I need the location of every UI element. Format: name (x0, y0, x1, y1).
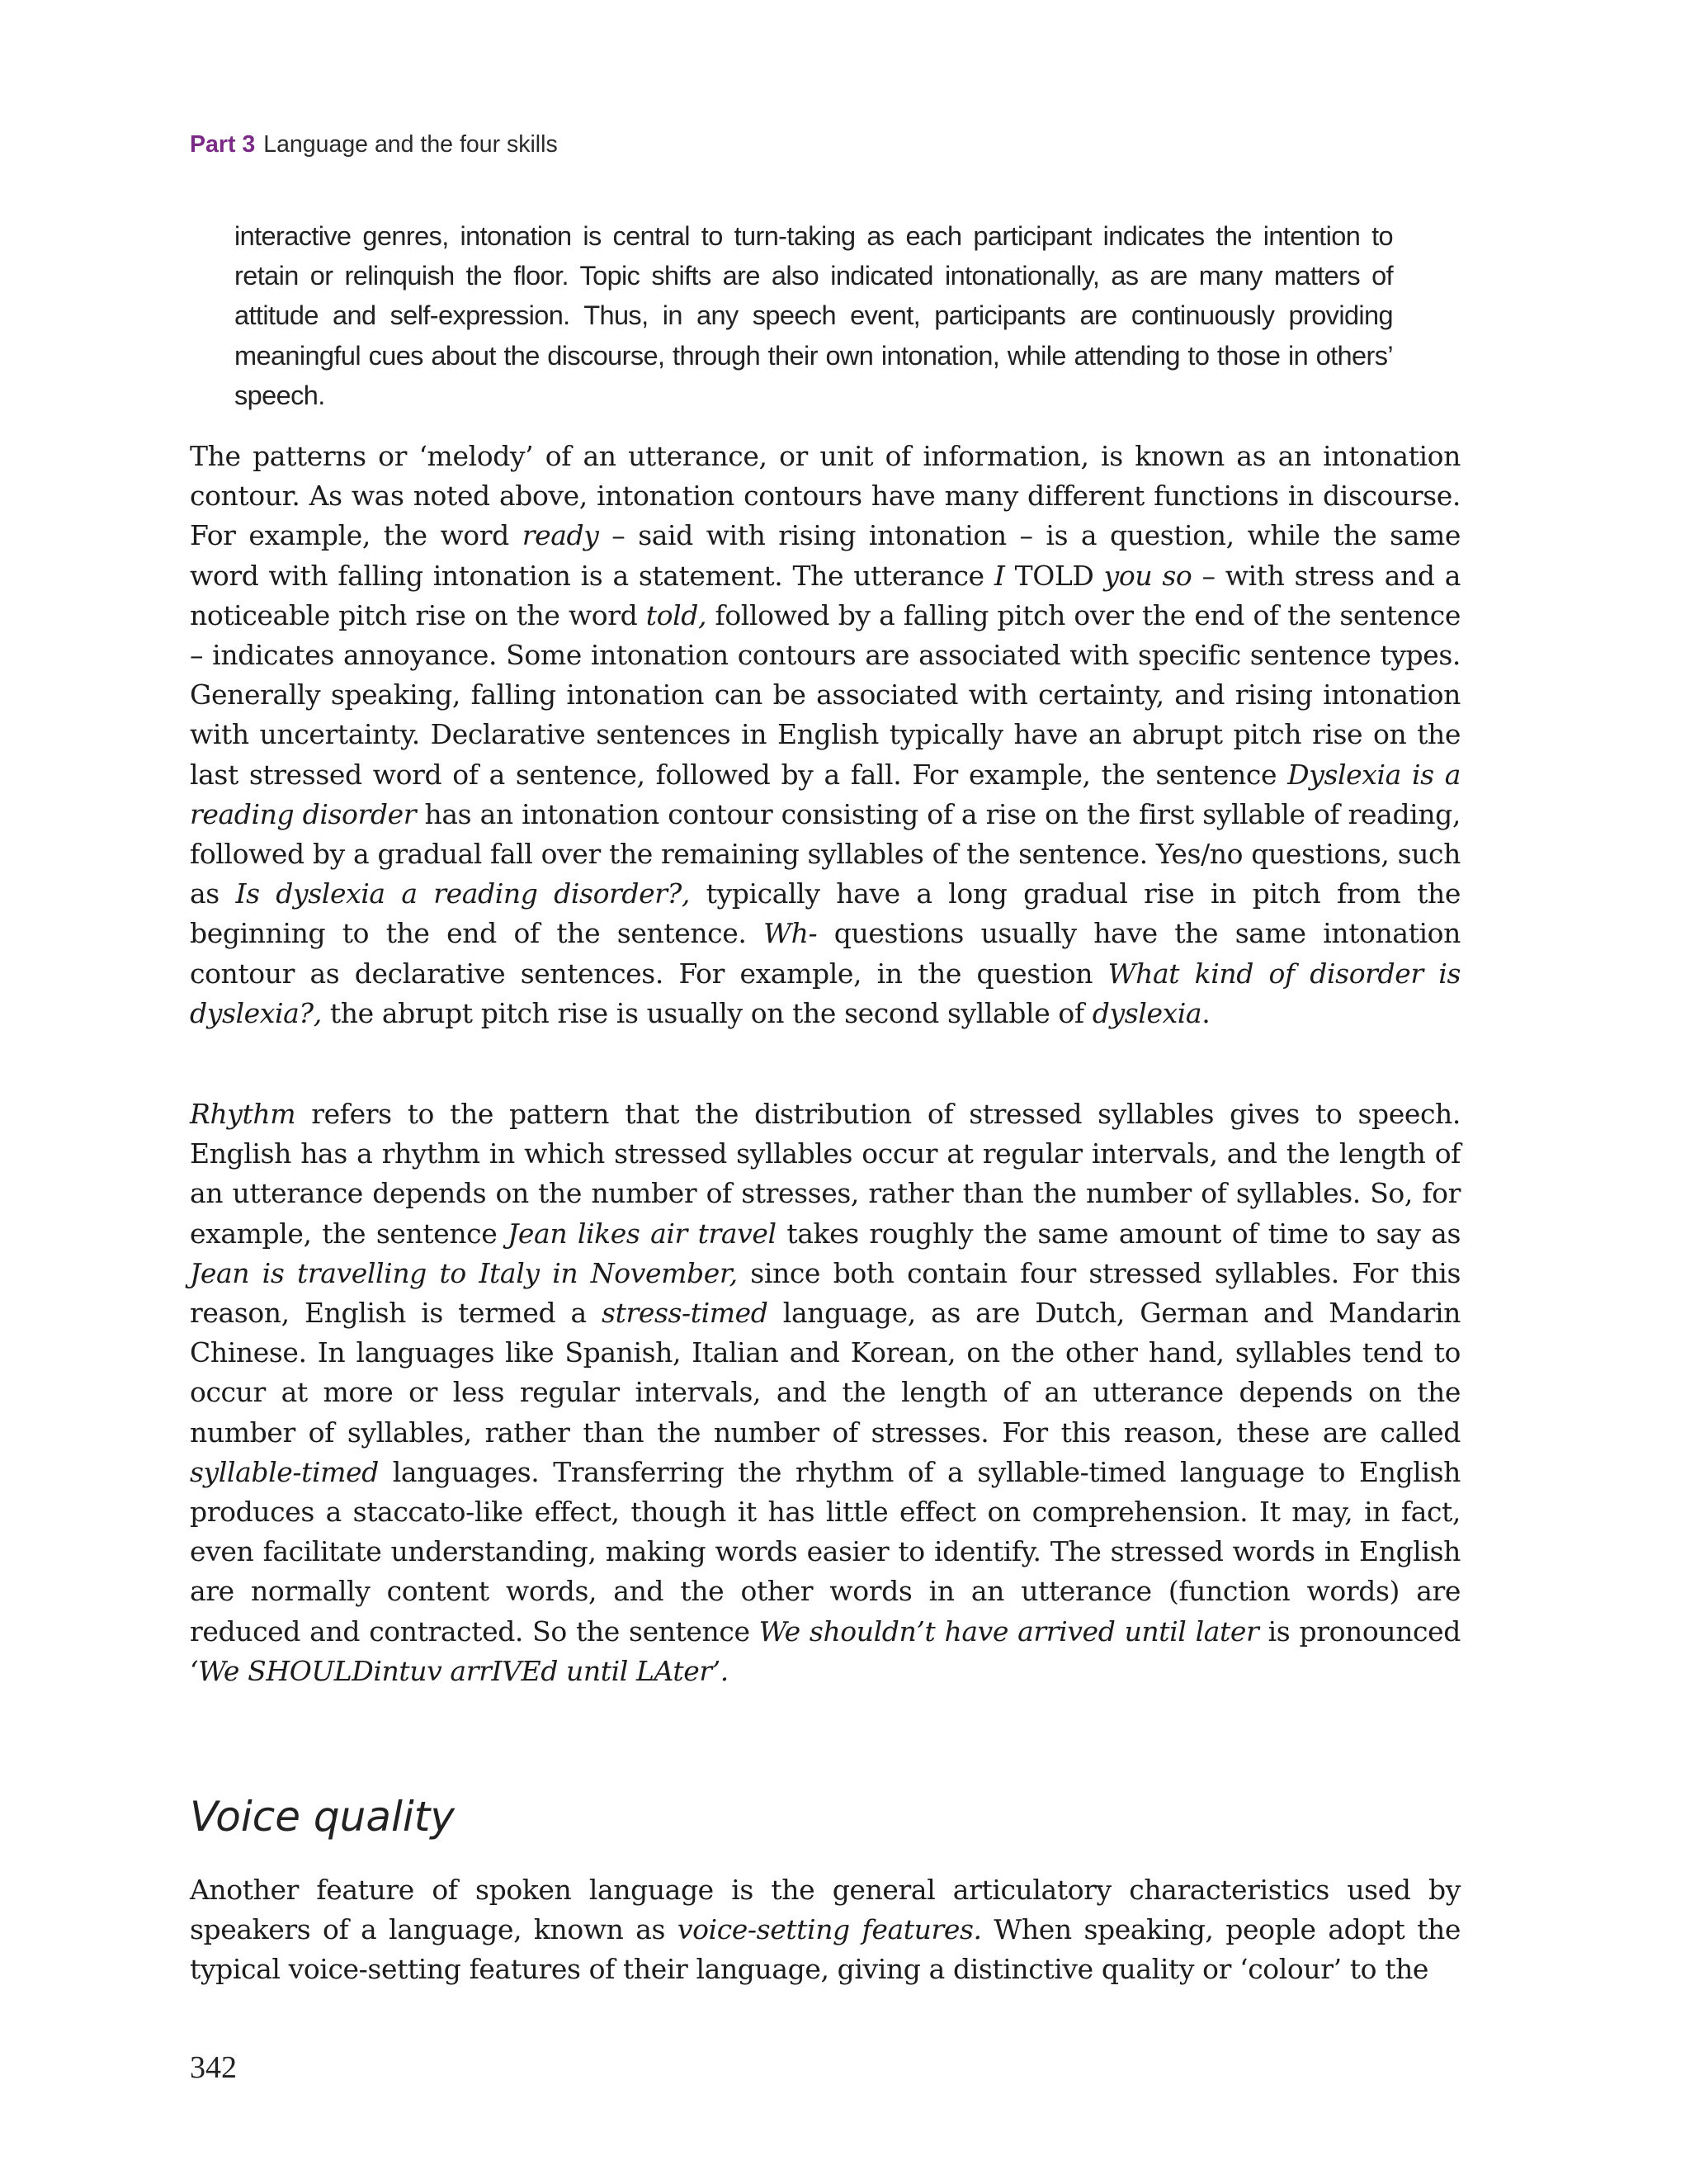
italic-term: you so (1103, 559, 1192, 592)
italic-term: stress-timed (602, 1297, 768, 1330)
text-run: – said with rising intonation – is a question, while the same word with falling intonation is a statement. The utterance (190, 519, 1461, 592)
page-number: 342 (190, 2050, 237, 2085)
italic-term: syllable-timed (190, 1455, 379, 1488)
text-run: The patterns or ‘melody’ of an utterance, or unit of information, is known as an intonation contour. As was noted above, intonation contours have many different functions in discourse. For example, the word (190, 440, 1461, 552)
text-run: languages. Transferring the rhythm of a syllable-timed language to English produces a staccato-like effect, though it has little effect on comprehension. It may, in fact, even facilitate understanding, making words easier to identify. The stressed words in English are normally content words, and the other words in an utterance (function words) are reduced and contracted. So the sentence (190, 1455, 1461, 1647)
paragraph-rhythm (190, 1094, 1461, 1691)
italic-term: ready (522, 519, 599, 552)
text-run: questions usually have the same intonation contour as declarative sentences. For example, in the question (190, 917, 1461, 990)
italic-term: told, (645, 598, 707, 631)
text-run: language, as are Dutch, German and Mandarin Chinese. In languages like Spanish, Italian and Korean, on the other hand, syllables tend to occur at more or less regular intervals, and the length of an utterance depends on the number of syllables, rather than the number of stresses. For this reason, these are called (190, 1297, 1461, 1449)
italic-term: dyslexia (1092, 996, 1202, 1029)
text-run: typically have a long gradual rise in pitch from the beginning to the end of the sentence. (190, 877, 1461, 950)
italic-term: I (994, 559, 1005, 592)
text-run: since both contain four stressed syllables. For this reason, English is termed a (190, 1256, 1461, 1330)
quote-text: interactive genres, intonation is central to turn-taking as each participant indicates the intention to retain or relinquish the floor. Topic shifts are also indicated intonationally, as are many matters of attitude and self-expression. Thus, in any speech event, participants are continuously providing meaningful cues about the discourse, through their own intonation, while attending to those in others’ speech. (234, 221, 1393, 410)
text-run: has an intonation contour consisting of a rise on the first syllable of reading, followed by a gradual fall over the remaining syllables of the sentence. Yes/no questions, such as (190, 797, 1461, 910)
text-run: . (1201, 996, 1211, 1029)
text-run: the abrupt pitch rise is usually on the second syllable of (321, 996, 1093, 1029)
chapter-title: Language and the four skills (263, 131, 558, 158)
section-heading: Voice quality (190, 1793, 455, 1841)
italic-term: Jean is travelling to Italy in November, (190, 1256, 738, 1289)
paragraph-intonation (190, 437, 1461, 1033)
part-label: Part 3 (190, 131, 256, 158)
text-run: When speaking, people adopt the typical voice-setting features of their language, giving a distinctive quality or ‘colour’ to the (190, 1913, 1461, 1986)
text-run: TOLD (1004, 559, 1104, 592)
block-quote (234, 216, 1393, 415)
italic-term: Jean likes air travel (507, 1217, 777, 1250)
italic-term: voice-setting features. (677, 1913, 982, 1946)
text-run: – with stress and a noticeable pitch rise on the word (190, 559, 1461, 631)
paragraph-voice-quality (190, 1870, 1461, 1990)
text-run: is pronounced (1258, 1614, 1461, 1647)
italic-term: ‘We SHOULDintuv arrIVEd until LAter’. (190, 1654, 729, 1687)
italic-term: What kind of disorder is dyslexia?, (190, 957, 1461, 1029)
text-run: followed by a falling pitch over the end of the sentence – indicates annoyance. Some intonation contours are associated with specific sentence types. Generally speaking, falling intonation can be associated with certainty, and rising intonation with uncertainty. Declarative sentences in English typically have an abrupt pitch rise on the last stressed word of a sentence, followed by a fall. For example, the sentence (190, 598, 1461, 791)
text-run: Another feature of spoken language is the general articulatory characteristics used by speakers of a language, known as (190, 1874, 1461, 1946)
text-run: takes roughly the same amount of time to say as (776, 1217, 1461, 1250)
italic-term: Wh- (763, 917, 818, 950)
running-head (190, 126, 558, 163)
italic-term: Dyslexia is a reading disorder (190, 758, 1461, 830)
italic-term: We shouldn’t have arrived until later (758, 1614, 1259, 1647)
text-run: refers to the pattern that the distribution of stressed syllables gives to speech. English has a rhythm in which stressed syllables occur at regular intervals, and the length of an utterance depends on the number of stresses, rather than the number of syllables. So, for example, the sentence (190, 1098, 1461, 1250)
italic-term: Is dyslexia a reading disorder?, (235, 877, 691, 910)
italic-term: Rhythm (190, 1098, 296, 1130)
